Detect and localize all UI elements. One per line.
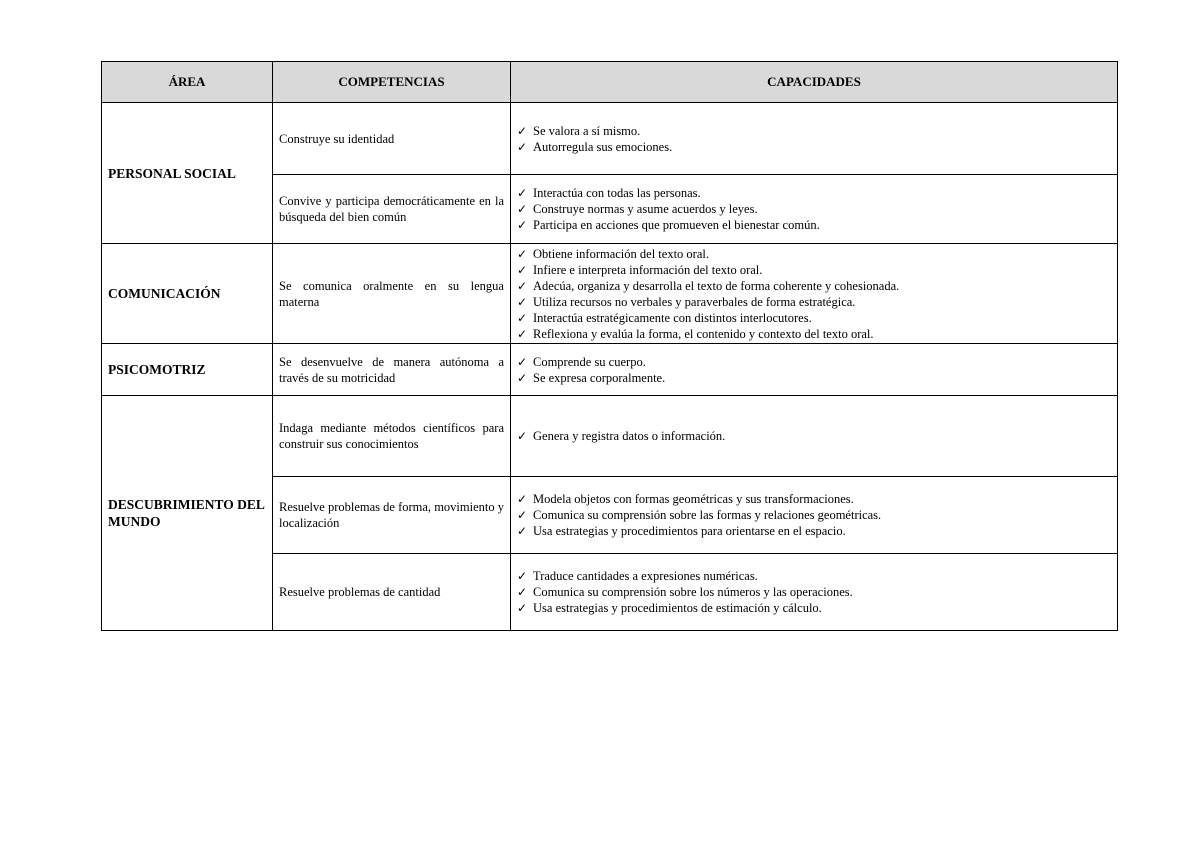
check-icon: ✓: [517, 370, 528, 385]
table-row: [102, 396, 1118, 477]
check-icon: ✓: [517, 218, 528, 232]
capacidades-list: [517, 354, 1111, 386]
list-item: ✓ Genera y registra datos o información.: [517, 429, 726, 443]
check-icon: ✓: [517, 569, 528, 583]
list-item: ✓ Usa estrategias y procedimientos de estimación y cálculo.: [517, 601, 822, 615]
capacidades-cell: [511, 396, 1118, 477]
capacidades-list: [517, 246, 1111, 342]
table-row: [102, 344, 1118, 396]
list-item: ✓ Traduce cantidades a expresiones numéricas.: [517, 569, 758, 583]
list-item: ✓ Se valora a sí mismo.: [517, 123, 641, 138]
competencia-cell: Resuelve problemas de forma, movimiento y localización: [273, 477, 511, 554]
check-icon: ✓: [517, 294, 528, 309]
list-item: ✓ Autorregula sus emociones.: [517, 139, 673, 154]
check-icon: ✓: [517, 429, 528, 443]
list-item: ✓ Obtiene información del texto oral.: [517, 246, 709, 261]
list-item: ✓ Usa estrategias y procedimientos para orientarse en el espacio.: [517, 524, 846, 538]
competency-table: [101, 61, 1118, 631]
check-icon: ✓: [517, 354, 528, 369]
check-icon: ✓: [517, 278, 528, 293]
list-item: ✓ Modela objetos con formas geométricas y sus transformaciones.: [517, 492, 854, 506]
capacidades-cell: [511, 175, 1118, 244]
list-item: ✓ Comprende su cuerpo.: [517, 354, 646, 369]
list-item: ✓ Comunica su comprensión sobre las formas y relaciones geométricas.: [517, 508, 882, 522]
header-competencias: COMPETENCIAS: [273, 62, 511, 103]
check-icon: ✓: [517, 508, 528, 522]
list-item: ✓ Interactúa con todas las personas.: [517, 186, 701, 200]
check-icon: ✓: [517, 326, 528, 341]
check-icon: ✓: [517, 524, 528, 538]
check-icon: ✓: [517, 202, 528, 216]
competencia-cell: Resuelve problemas de cantidad: [273, 554, 511, 631]
list-item: ✓ Construye normas y asume acuerdos y leyes.: [517, 202, 758, 216]
competencia-cell: Convive y participa democráticamente en la búsqueda del bien común: [273, 175, 511, 244]
table-row: [102, 244, 1118, 344]
header-area: ÁREA: [102, 62, 273, 103]
competencia-cell: Se comunica oralmente en su lengua materna: [273, 244, 511, 344]
competencia-cell: Se desenvuelve de manera autónoma a través de su motricidad: [273, 344, 511, 396]
capacidades-list: [517, 568, 1111, 616]
list-item: ✓ Participa en acciones que promueven el bienestar común.: [517, 218, 820, 232]
check-icon: ✓: [517, 139, 528, 154]
check-icon: ✓: [517, 492, 528, 506]
area-personal-social: PERSONAL SOCIAL: [102, 103, 273, 244]
check-icon: ✓: [517, 246, 528, 261]
check-icon: ✓: [517, 262, 528, 277]
check-icon: ✓: [517, 310, 528, 325]
capacidades-cell: [511, 103, 1118, 175]
check-icon: ✓: [517, 186, 528, 200]
capacidades-cell: [511, 244, 1118, 344]
capacidades-list: [517, 491, 1111, 539]
list-item: ✓ Utiliza recursos no verbales y paraverbales de forma estratégica.: [517, 294, 856, 309]
list-item: ✓ Interactúa estratégicamente con distintos interlocutores.: [517, 310, 812, 325]
capacidades-list: [517, 185, 1111, 233]
header-capacidades: CAPACIDADES: [511, 62, 1118, 103]
table-row: [102, 103, 1118, 175]
competencia-cell: Construye su identidad: [273, 103, 511, 175]
competencia-cell: Indaga mediante métodos científicos para construir sus conocimientos: [273, 396, 511, 477]
capacidades-list: [517, 428, 1111, 444]
header-row: [102, 62, 1118, 103]
capacidades-list: [517, 123, 1111, 155]
list-item: ✓ Se expresa corporalmente.: [517, 370, 666, 385]
capacidades-cell: [511, 477, 1118, 554]
check-icon: ✓: [517, 601, 528, 615]
capacidades-cell: [511, 554, 1118, 631]
list-item: ✓ Adecúa, organiza y desarrolla el texto de forma coherente y cohesionada.: [517, 278, 900, 293]
area-comunicacion: COMUNICACIÓN: [102, 244, 273, 344]
area-psicomotriz: PSICOMOTRIZ: [102, 344, 273, 396]
list-item: ✓ Comunica su comprensión sobre los números y las operaciones.: [517, 585, 853, 599]
check-icon: ✓: [517, 585, 528, 599]
list-item: ✓ Infiere e interpreta información del texto oral.: [517, 262, 763, 277]
area-descubrimiento-del-mundo: DESCUBRIMIENTO DEL MUNDO: [102, 396, 273, 631]
check-icon: ✓: [517, 123, 528, 138]
list-item: ✓ Reflexiona y evalúa la forma, el contenido y contexto del texto oral.: [517, 326, 874, 341]
capacidades-cell: [511, 344, 1118, 396]
